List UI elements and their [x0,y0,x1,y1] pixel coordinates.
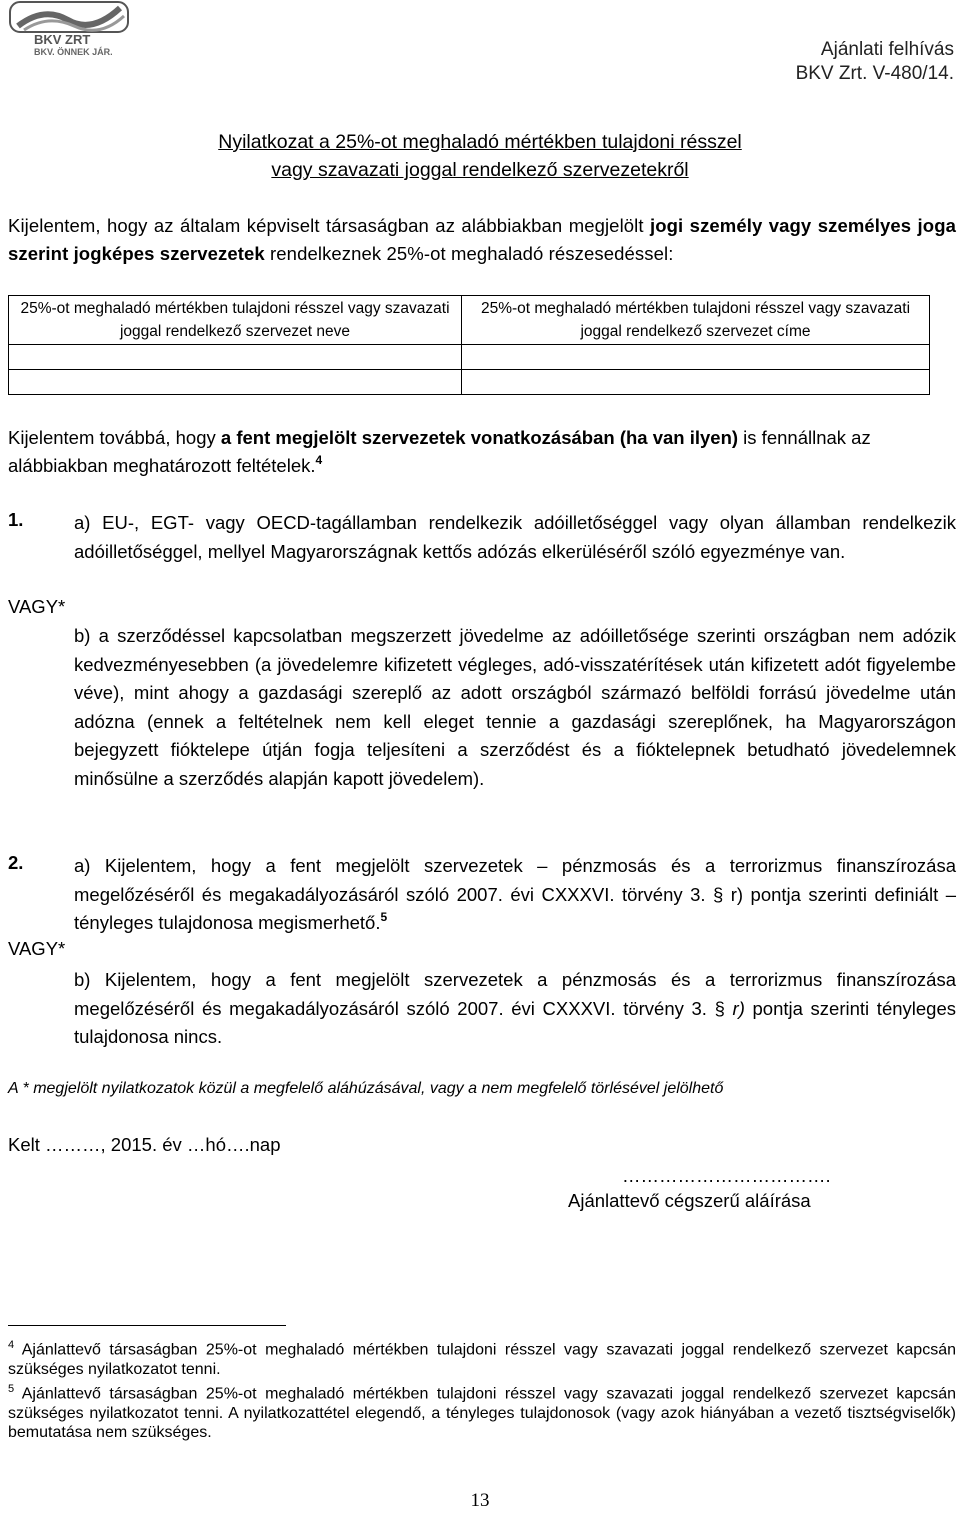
item-2a-body: a) Kijelentem, hogy a fent megjelölt szervezetek – pénzmosás és a terrorizmus finanszírozása megelőzéséről és megakadályozásáról szóló 2007. évi CXXXVI. törvény 3. § r) pontja szerinti definiált – tényleges tulajdonosa megismerhető. [74,855,956,933]
table-row [9,370,930,395]
footnote-5 [8,1380,956,1443]
intro-text-bold: jogi személy vagy személyes joga szerint jogképes szervezetek [8,215,956,264]
signature-label: Ajánlattevő cégszerű aláírása [568,1190,811,1211]
logo-tagline: BKV. ÖNNEK JÁR. [34,47,113,57]
logo-text: BKV ZRT [34,32,91,47]
footnote-4-text: Ajánlattevő társaságban 25%-ot meghaladó mértékben tulajdoni résszel vagy szavazati joggal rendelkező szervezet kapcsán szükséges nyilatkozatot tenni. [8,1341,956,1378]
page-number: 13 [470,1490,490,1511]
table-row [9,345,930,370]
para2-pre: Kijelentem továbbá, hogy [8,427,221,448]
ownership-table [8,295,930,395]
para2-post: is fennállnak az alábbiakban meghatározott feltételek. [8,427,871,476]
signature-dots[interactable]: ……………………………. [622,1165,831,1186]
intro-text-pre: Kijelentem, hogy az általam képviselt társaságban az alábbiakban megjelölt [8,215,651,236]
table-header-row [9,296,930,345]
title-line-1: Nyilatkozat a 25%-ot meghaladó mértékben tulajdoni résszel [218,131,742,153]
item-2b-text [74,966,956,1052]
org-name-field[interactable] [9,345,462,370]
item-1a-text: a) EU-, EGT- vagy OECD-tagállamban rendelkezik adóilletőséggel vagy olyan államban rendelkezik adóilletőséggel, mellyel Magyarországnak kettős adózás elkerüléséről szóló egyezménye van. [74,512,956,562]
footnote-ref-5: 5 [380,910,388,924]
item-2-vagy: VAGY* [8,938,66,959]
item-1-number: 1. [8,509,24,530]
item-2-number: 2. [8,852,24,873]
footnote-4-number: 4 [8,1339,15,1351]
document-header [796,38,954,86]
doc-reference: BKV Zrt. V-480/14. [795,63,954,84]
marking-note: A * megjelölt nyilatkozatok közül a megfelelő aláhúzásával, vagy a nem megfelelő törlésével jelölhető [8,1080,724,1097]
item-2b-italic: r) [732,997,745,1019]
header-org-address: 25%-ot meghaladó mértékben tulajdoni résszel vagy szavazati joggal rendelkező szervezet címe [462,296,930,345]
title-line-2: vagy szavazati joggal rendelkező szervezetekről [271,159,689,181]
footnote-ref-4: 4 [315,453,323,467]
org-name-field[interactable] [9,370,462,395]
intro-text-post: rendelkeznek 25%-ot meghaladó részesedéssel: [264,243,674,264]
org-address-field[interactable] [462,370,930,395]
header-org-name: 25%-ot meghaladó mértékben tulajdoni résszel vagy szavazati joggal rendelkező szervezet neve [9,296,462,345]
org-address-field[interactable] [462,345,930,370]
footnote-5-number: 5 [8,1383,15,1395]
bkv-logo [4,0,134,58]
intro-paragraph [8,212,956,268]
page-title [0,128,960,184]
bkv-logo-mark [4,0,134,58]
item-1-vagy: VAGY* [8,596,66,617]
item-2b-post: pontja szerinti tényleges tulajdonosa nincs. [74,997,956,1047]
doc-type: Ajánlati felhívás [820,39,954,60]
footnote-divider [8,1325,286,1326]
footnote-4 [8,1336,956,1379]
para2-bold: a fent megjelölt szervezetek vonatkozásában (ha van ilyen) [220,427,739,448]
item-2a-text [74,852,956,938]
item-1b-text: b) a szerződéssel kapcsolatban megszerzett jövedelme az adóilletősége szerinti országban nem adózik kedvezményesebben (a jövedelemre kifizetett végleges, adó-visszatérítések után kifizetett adót figyelembe véve), mint ahogy a gazdasági szereplő az adott országból származó belföldi forrású jövedelme után adózna (ennek a feltételnek nem kell eleget tennie a gazdasági szereplőnek, ha Magyarországon bejegyzett fióktelepe útján fogja teljesíteni a szerződést és a fióktelepnek betudható jövedelemnek minősülne a szerződés alapján kapott jövedelem). [74,625,956,789]
item-2b-pre: b) Kijelentem, hogy a fent megjelölt szervezetek a pénzmosás és a terrorizmus finanszírozása megelőzéséről és megakadályozásáról szóló 2007. évi CXXXVI. törvény 3. § [74,969,956,1019]
conditions-paragraph [8,424,956,480]
footnote-5-text: Ajánlattevő társaságban 25%-ot meghaladó mértékben tulajdoni résszel vagy szavazati joggal rendelkező szervezet kapcsán szükséges nyilatkozatot tenni. A nyilatkozattétel elegendő, a tényleges tulajdonosok (vagy azok hiányában a vezető tisztségviselők) bemutatása nem szükséges. [8,1385,956,1442]
date-line[interactable]: Kelt ………, 2015. év …hó….nap [8,1134,281,1155]
